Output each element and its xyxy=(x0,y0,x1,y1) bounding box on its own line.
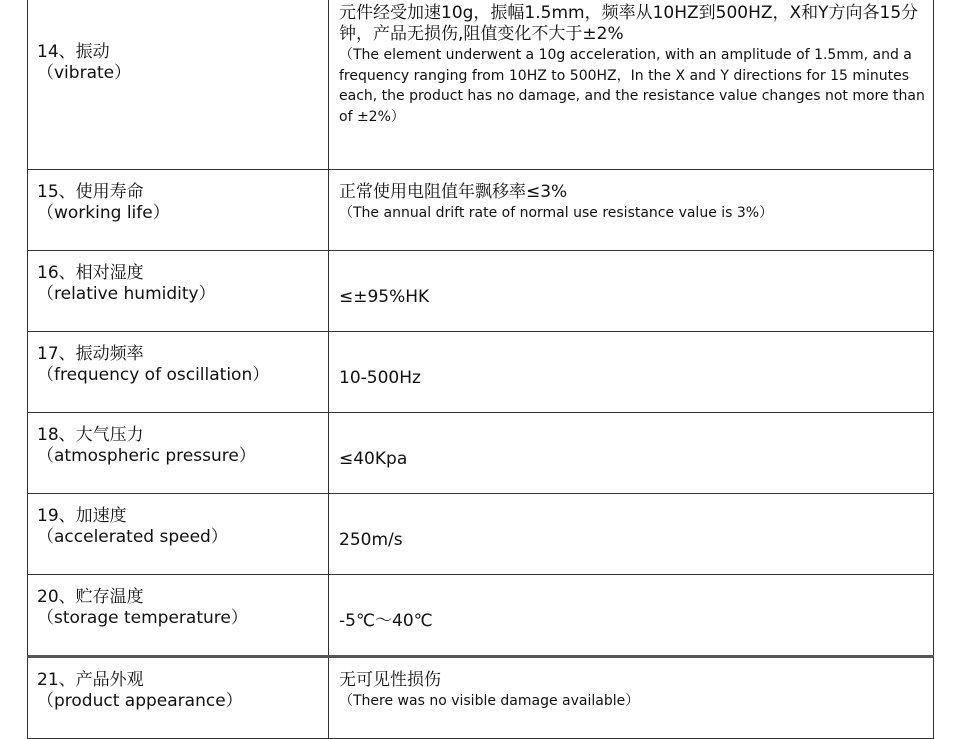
table-row-working-life xyxy=(28,170,934,251)
value-en: （The annual drift rate of normal use resistance value is 3%） xyxy=(339,205,774,221)
param-name-zh: 19、加速度 xyxy=(37,506,127,526)
value-zh: 正常使用电阻值年飘移率≤3% xyxy=(339,182,568,202)
value-cell xyxy=(329,0,934,170)
value-en: （The element underwent a 10g acceleration, with an amplitude of 1.5mm, and a frequency ranging from 10HZ to 500HZ，In the X and Y directions for 15 minutes each, the product has no damage, and the resistance value changes not more than of ±2%） xyxy=(339,47,925,125)
table-row-vibrate xyxy=(28,0,934,170)
table-row-atmospheric-pressure xyxy=(28,413,934,494)
value-cell xyxy=(329,413,934,494)
value-cell xyxy=(329,170,934,251)
param-name-en: （atmospheric pressure） xyxy=(37,446,256,466)
param-cell xyxy=(28,494,329,575)
value-cell xyxy=(329,494,934,575)
table-row-product-appearance xyxy=(28,657,934,739)
table-row-storage-temperature xyxy=(28,575,934,657)
spec-table xyxy=(27,0,934,739)
value-text: 250m/s xyxy=(339,530,403,550)
value-zh: 元件经受加速10g，振幅1.5mm，频率从10HZ到500HZ，X和Y方向各15分钟，产品无损伤,阻值变化不大于±2% xyxy=(339,3,919,44)
value-cell xyxy=(329,251,934,332)
value-cell xyxy=(329,575,934,657)
param-name-zh: 18、大气压力 xyxy=(37,425,144,445)
value-zh: 无可见性损伤 xyxy=(339,670,441,690)
param-cell xyxy=(28,170,329,251)
value-text: ≤±95%HK xyxy=(339,287,430,307)
param-cell xyxy=(28,657,329,739)
table-row-relative-humidity xyxy=(28,251,934,332)
value-cell xyxy=(329,332,934,413)
param-name-zh: 14、振动 xyxy=(37,42,110,62)
param-name-en: （working life） xyxy=(37,203,170,223)
param-name-en: （frequency of oscillation） xyxy=(37,365,270,385)
value-en: （There was no visible damage available） xyxy=(339,693,640,709)
param-cell xyxy=(28,251,329,332)
param-cell xyxy=(28,0,329,170)
param-name-zh: 20、贮存温度 xyxy=(37,587,144,607)
value-text: ≤40Kpa xyxy=(339,449,408,469)
param-name-en: （storage temperature） xyxy=(37,608,248,628)
param-name-zh: 16、相对湿度 xyxy=(37,263,144,283)
param-cell xyxy=(28,413,329,494)
value-text: -5℃～40℃ xyxy=(339,611,433,631)
param-name-en: （relative humidity） xyxy=(37,284,216,304)
param-name-en: （product appearance） xyxy=(37,691,243,711)
param-name-zh: 17、振动频率 xyxy=(37,344,144,364)
value-cell xyxy=(329,657,934,739)
param-name-zh: 21、产品外观 xyxy=(37,670,144,690)
param-name-en: （accelerated speed） xyxy=(37,527,228,547)
param-name-zh: 15、使用寿命 xyxy=(37,182,144,202)
param-name-en: （vibrate） xyxy=(37,63,132,83)
param-cell xyxy=(28,332,329,413)
table-row-accelerated-speed xyxy=(28,494,934,575)
table-row-frequency-of-oscillation xyxy=(28,332,934,413)
value-text: 10-500Hz xyxy=(339,368,421,388)
param-cell xyxy=(28,575,329,657)
